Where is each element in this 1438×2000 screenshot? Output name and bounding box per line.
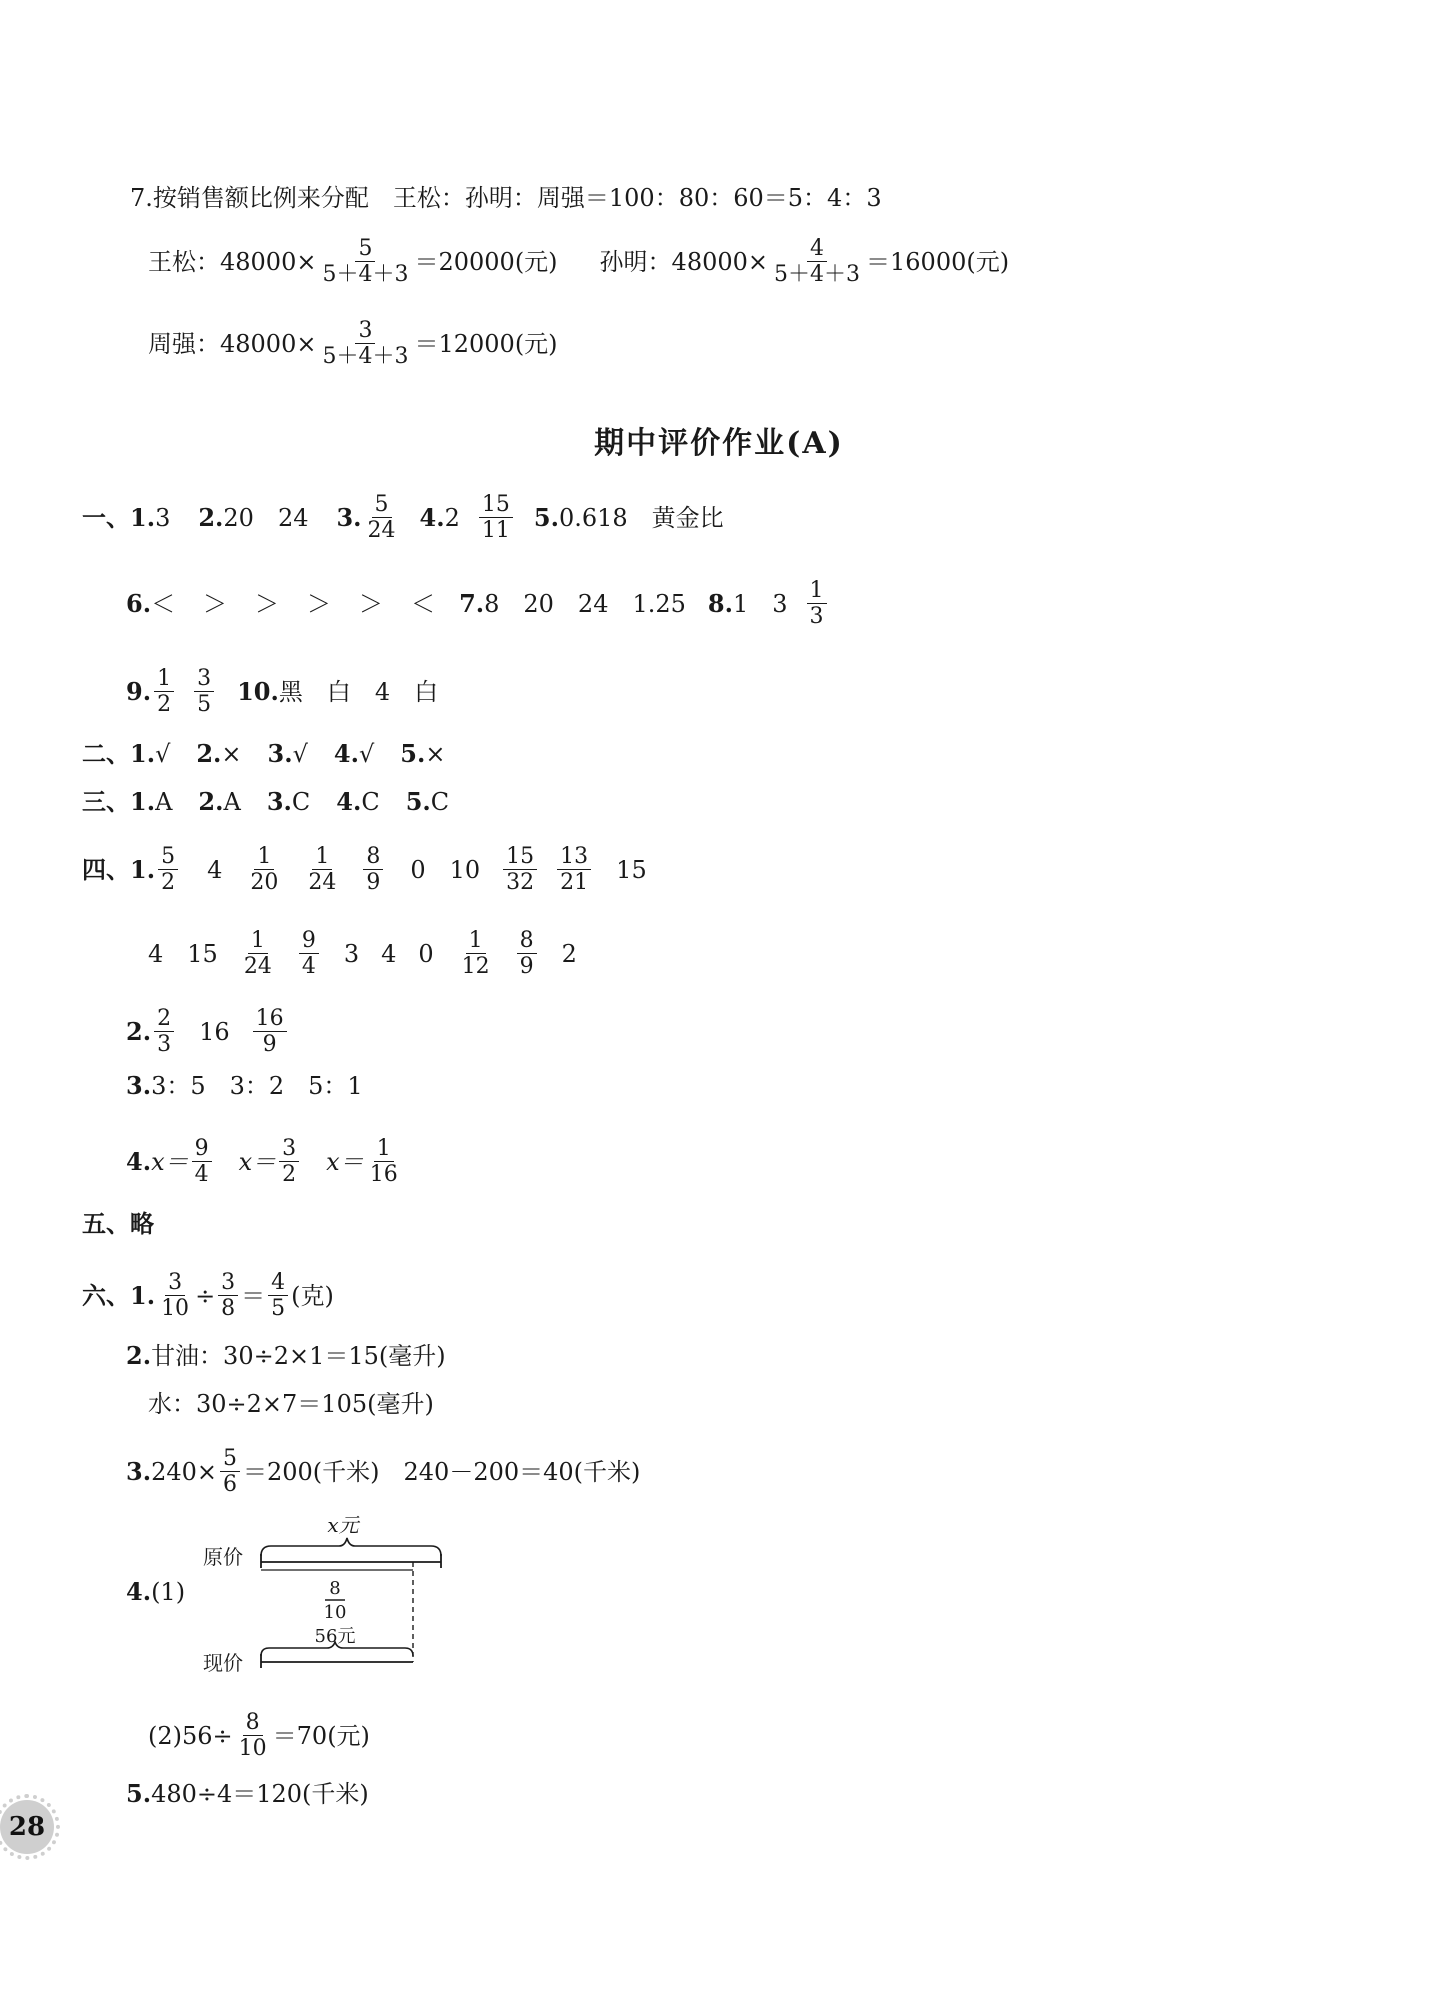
s6-label: 六、 <box>82 1280 130 1310</box>
s6-line2b: 水：30÷2×7＝105(毫升) <box>148 1390 434 1418</box>
section-title: 期中评价作业(A) <box>594 426 844 461</box>
s1-line2: 6. ＜ ＞ ＞ ＞ ＞ ＜ 7. 8 20 24 1.25 8. 1 3 $\frac{1}{3}$ <box>126 578 830 630</box>
fraction: $\frac{5}{24}$ <box>367 492 396 544</box>
s4-line3: 2. $\frac{2}{3}$ 16 $\frac{16}{9}$ <box>126 1006 290 1058</box>
s6-line5: 5. 480÷4＝120(千米) <box>126 1779 369 1808</box>
fraction: $\frac{1}{12}$ <box>461 928 490 980</box>
fraction: $\frac{9}{4}$ <box>299 928 319 980</box>
fraction: $\frac{8}{9}$ <box>363 844 383 896</box>
zhou-fraction: $\frac{3}{5+4+3}$ <box>322 318 409 370</box>
diagram-frac-num: 8 <box>329 1578 341 1599</box>
s3-line: 三、 1. A 2. A 3. C 4. C 5. C <box>82 787 450 816</box>
s4-line2: 4 15 $\frac{1}{24}$ $\frac{9}{4}$ 3 4 0 $\frac{1}{12}$ $\frac{8}{9}$ 2 <box>148 928 577 980</box>
fraction: $\frac{3}{2}$ <box>279 1136 299 1188</box>
s4-line1: 四、 1. $\frac{5}{2}$ 4 $\frac{1}{20}$ $\frac{1}{24}$ $\frac{8}{9}$ 0 10 $\frac{15}{32}$ $\frac{13}{21}$ 15 <box>82 844 647 896</box>
s1-line3: 9. $\frac{1}{2}$ $\frac{3}{5}$ 10. 黑 白 4 白 <box>126 666 439 718</box>
sun-result: ＝16000(元) <box>866 247 1010 276</box>
wang-label: 王松：48000× <box>148 247 317 276</box>
diagram-frac-den: 10 <box>323 1602 347 1623</box>
zhou-result: ＝12000(元) <box>414 329 558 358</box>
fraction: $\frac{8}{9}$ <box>517 928 537 980</box>
s6-line2a: 2. 甘油：30÷2×1＝15(毫升) <box>126 1341 446 1370</box>
diagram-now-label: 现价 <box>203 1651 243 1675</box>
fraction: $\frac{1}{20}$ <box>250 844 279 896</box>
wang-result: ＝20000(元) <box>414 247 558 276</box>
q7-text: 7.按销售额比例来分配 王松：孙明：周强＝100：80：60＝5：4：3 <box>130 184 882 212</box>
fraction: $\frac{8}{10}$ <box>238 1710 267 1762</box>
s1-line1: 一、 1. 3 2. 20 24 3. $\frac{5}{24}$ 4. 2 $\frac{15}{11}$ 5. 0.618 黄金比 <box>82 492 724 544</box>
fraction: $\frac{5}{6}$ <box>220 1446 240 1498</box>
fraction: $\frac{1}{2}$ <box>154 666 174 718</box>
s6-line4: 4. (1) <box>126 1577 186 1606</box>
s6-line1: 六、 1. $\frac{3}{10}$ ÷ $\frac{3}{8}$ ＝ $\frac{4}{5}$ (克) <box>82 1270 334 1322</box>
zhou-line <box>148 318 558 370</box>
s5-line: 五、 略 <box>82 1209 154 1238</box>
q7-line <box>130 186 882 210</box>
fraction: $\frac{1}{24}$ <box>308 844 337 896</box>
s6-line3: 3. 240× $\frac{5}{6}$ ＝200(千米) 240－200＝40(千米) <box>126 1446 641 1498</box>
segment-diagram <box>195 1510 455 1680</box>
fraction: $\frac{3}{5}$ <box>194 666 214 718</box>
zhou-label: 周强：48000× <box>148 329 317 358</box>
fraction: $\frac{9}{4}$ <box>192 1136 212 1188</box>
s4-line4: 3. 3：5 3：2 5：1 <box>126 1071 363 1100</box>
fraction: $\frac{1}{3}$ <box>807 578 827 630</box>
fraction: $\frac{2}{3}$ <box>154 1006 174 1058</box>
fraction: $\frac{1}{24}$ <box>243 928 272 980</box>
sun-label: 孙明：48000× <box>599 247 769 276</box>
diagram-orig-label: 原价 <box>203 1545 243 1569</box>
s6-line4b: (2)56÷ $\frac{8}{10}$ ＝70(元) <box>148 1710 370 1762</box>
fraction: $\frac{1}{16}$ <box>369 1136 398 1188</box>
s3-label: 三、 <box>82 787 130 816</box>
s4-line5: 4. x＝ $\frac{9}{4}$ x＝ $\frac{3}{2}$ x＝ $\frac{1}{16}$ <box>126 1136 404 1188</box>
fraction: $\frac{5}{2}$ <box>158 844 178 896</box>
fraction: $\frac{3}{8}$ <box>218 1270 238 1322</box>
diagram-amount: 56元 <box>314 1626 356 1647</box>
fraction: $\frac{13}{21}$ <box>557 844 591 896</box>
s1-label: 一、 <box>82 502 130 532</box>
fraction: $\frac{15}{32}$ <box>503 844 537 896</box>
s5-label: 五、 <box>82 1209 130 1238</box>
page-number: 28 <box>0 1800 54 1854</box>
top-brace <box>261 1538 441 1556</box>
s4-label: 四、 <box>82 854 130 884</box>
fraction: $\frac{15}{11}$ <box>479 492 513 544</box>
fraction: $\frac{16}{9}$ <box>253 1006 287 1058</box>
diagram-top-label: x元 <box>327 1513 359 1537</box>
wang-fraction: $\frac{5}{5+4+3}$ <box>322 236 409 288</box>
fraction: $\frac{4}{5}$ <box>268 1270 288 1322</box>
sun-fraction: $\frac{4}{5+4+3}$ <box>774 236 861 288</box>
s2-label: 二、 <box>82 739 130 768</box>
wang-sun-line <box>148 236 1009 288</box>
s2-line: 二、 1. √ 2. × 3. √ 4. √ 5. × <box>82 739 446 768</box>
fraction: $\frac{3}{10}$ <box>161 1270 190 1322</box>
